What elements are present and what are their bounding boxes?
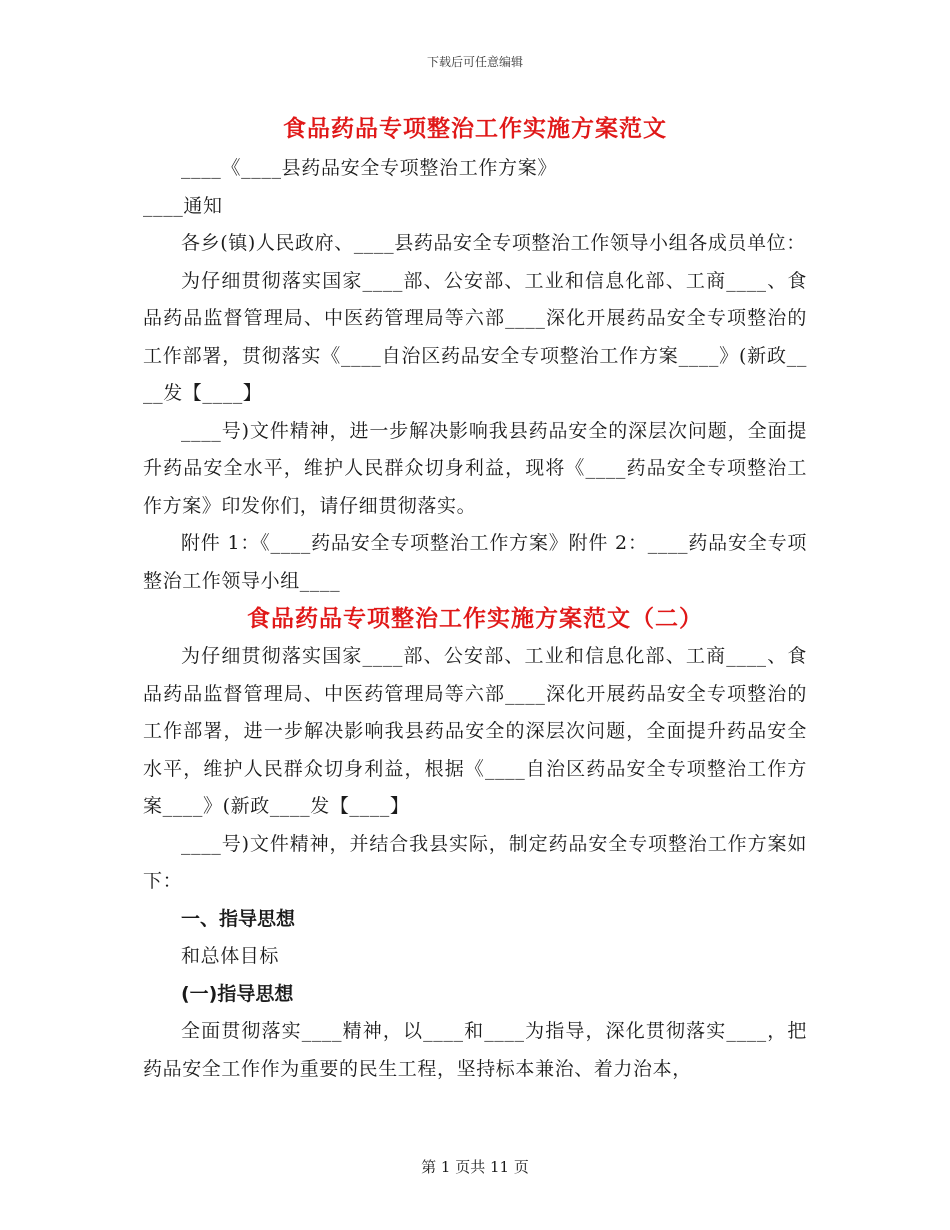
paragraph-notice-title: ____《____县药品安全专项整治工作方案》____通知 <box>143 157 557 217</box>
heading-guiding-thought: 一、指导思想 <box>181 907 296 930</box>
page-number: 第 1 页共 11 页 <box>421 1158 529 1176</box>
document-title: 食品药品专项整治工作实施方案范文 <box>283 115 667 142</box>
heading-guiding-thought-cont: 和总体目标 <box>181 945 280 967</box>
paragraph-spirit-two: ____号)文件精神，并结合我县实际，制定药品安全专项整治工作方案如下： <box>143 832 807 892</box>
paragraph-spirit: ____号)文件精神，进一步解决影响我县药品安全的深层次问题，全面提升药品安全水平，维护人民群众切身利益，现将《____药品安全专项整治工作方案》印发你们，请仔细贯彻落实。 <box>143 419 807 517</box>
subheading-guiding-thought: (一)指导思想 <box>181 982 294 1005</box>
paragraph-attachments: 附件 1：《____药品安全专项整治工作方案》附件 2：____药品安全专项整治工作领导小组____ <box>143 532 807 592</box>
header-note: 下载后可任意编辑 <box>426 55 523 69</box>
paragraph-intro-two: 为仔细贯彻落实国家____部、公安部、工业和信息化部、工商____、食品药品监督管理局、中医药管理局等六部____深化开展药品安全专项整治的工作部署，进一步解决影响我县药品安全的深层次问题，全面提升药品安全水平，维护人民群众切身利益，根据《____自治区药品安全专项整治工作方案____》(新政____发【____】 <box>143 645 807 817</box>
paragraph-guiding-body: 全面贯彻落实____精神，以____和____为指导，深化贯彻落实____，把药品安全工作作为重要的民生工程，坚持标本兼治、着力治本， <box>143 1020 807 1080</box>
section-title-two: 食品药品专项整治工作实施方案范文（二） <box>247 605 703 632</box>
paragraph-addressee: 各乡(镇)人民政府、____县药品安全专项整治工作领导小组各成员单位： <box>181 232 806 254</box>
document-body <box>143 110 807 1088</box>
paragraph-intro: 为仔细贯彻落实国家____部、公安部、工业和信息化部、工商____、食品药品监督管理局、中医药管理局等六部____深化开展药品安全专项整治的工作部署，贯彻落实《____自治区药品安全专项整治工作方案____》(新政____发【____】 <box>143 269 807 404</box>
